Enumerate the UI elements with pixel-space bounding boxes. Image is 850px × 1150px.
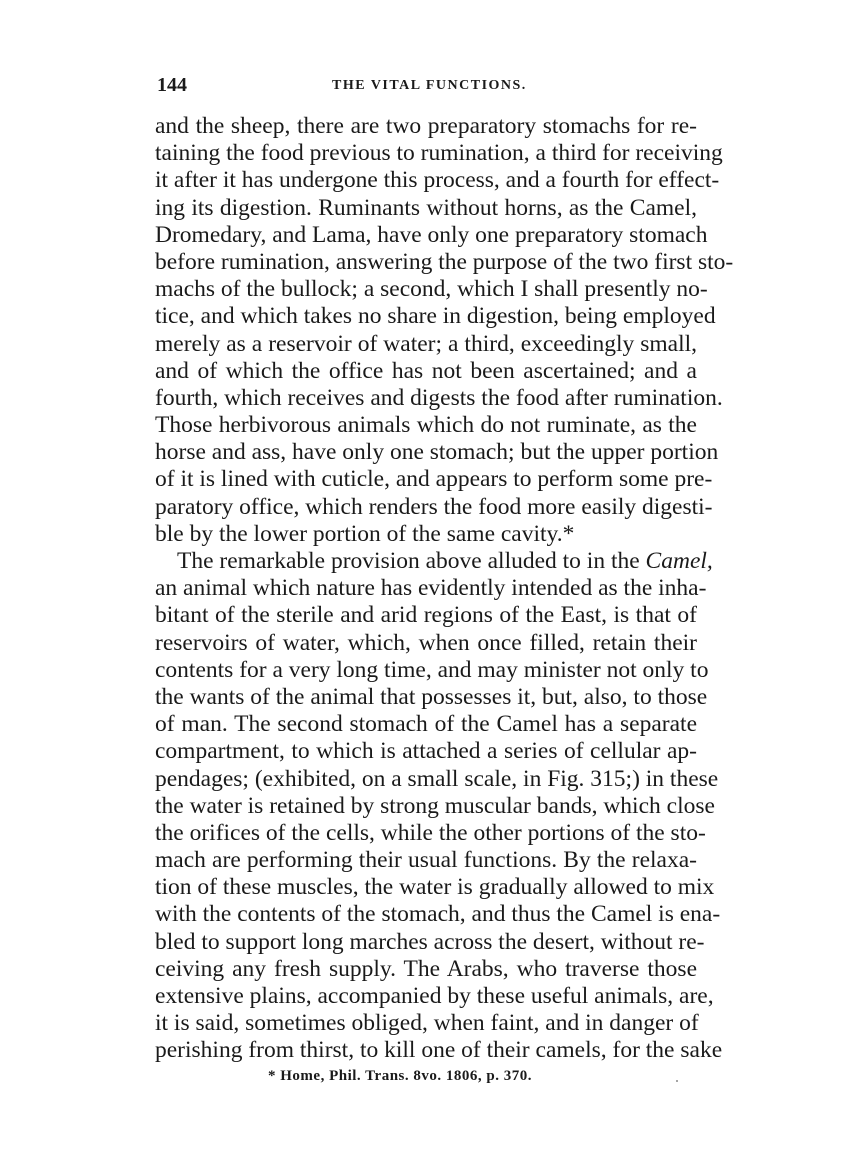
text-line: The remarkable provision above alluded to in the Camel, (177, 548, 713, 574)
text-line: bitant of the sterile and arid regions of the East, is that of (155, 602, 697, 629)
text-line: taining the food previous to rumination, a third for receiving (155, 140, 723, 167)
running-head: THE VITAL FUNCTIONS. (332, 78, 527, 93)
text-line: it is said, sometimes obliged, when faint, and in danger of (155, 1010, 699, 1037)
text-line: the orifices of the cells, while the other portions of the sto- (155, 819, 706, 846)
text-line: extensive plains, accompanied by these useful animals, are, (155, 983, 714, 1009)
text-line: pendages; (exhibited, on a small scale, in Fig. 315;) in these (155, 765, 719, 792)
text-line: an animal which nature has evidently intended as the inha- (155, 575, 707, 602)
text-line: and of which the office has not been ascertained; and a (155, 357, 697, 384)
emphasis: Camel, (645, 548, 713, 574)
text-line: the wants of the animal that possesses it, but, also, to those (155, 683, 708, 710)
text-line: Dromedary, and Lama, have only one preparatory stomach (155, 221, 708, 248)
text-line: tice, and which takes no share in digestion, being employed (155, 303, 716, 330)
text-line: ing its digestion. Ruminants without horns, as the Camel, (155, 194, 697, 221)
text-line: machs of the bullock; a second, which I shall presently no- (155, 276, 708, 303)
text-line: horse and ass, have only one stomach; but the upper portion (155, 439, 719, 466)
text-line: tion of these muscles, the water is gradually allowed to mix (155, 874, 715, 901)
text-line: Those herbivorous animals which do not ruminate, as the (155, 412, 697, 439)
text-line: of man. The second stomach of the Camel has a separate (155, 711, 697, 738)
text-line: the water is retained by strong muscular bands, which close (155, 792, 715, 819)
page-number: 144 (157, 74, 187, 96)
text-line: perishing from thirst, to kill one of their camels, for the sake (155, 1037, 723, 1064)
text-line: reservoirs of water, which, when once filled, retain their (155, 629, 697, 656)
footnote: * Home, Phil. Trans. 8vo. 1806, p. 370. (268, 1068, 532, 1084)
text-line: ceiving any fresh supply. The Arabs, who traverse those (155, 955, 697, 982)
text-line: fourth, which receives and digests the food after rumination. (155, 384, 723, 411)
print-speck (676, 1080, 678, 1082)
page-header (157, 74, 697, 100)
text-line: paratory office, which renders the food more easily digesti- (155, 493, 713, 520)
text-line: merely as a reservoir of water; a third, exceedingly small, (155, 330, 697, 357)
text-line: compartment, to which is attached a series of cellular ap- (155, 738, 697, 765)
body-text (155, 113, 734, 1065)
text-line: mach are performing their usual functions. By the relaxa- (155, 847, 697, 874)
text-line: contents for a very long time, and may minister not only to (155, 656, 709, 683)
text-line: of it is lined with cuticle, and appears to perform some pre- (155, 466, 713, 493)
text-line: and the sheep, there are two preparatory stomachs for re- (155, 113, 697, 139)
text-line: bled to support long marches across the desert, without re- (155, 928, 705, 955)
text-line: with the contents of the stomach, and thus the Camel is ena- (155, 901, 721, 928)
text-line: before rumination, answering the purpose of the two first sto- (155, 248, 734, 275)
text-line: it after it has undergone this process, and a fourth for effect- (155, 167, 720, 194)
text-line: ble by the lower portion of the same cavity.* (155, 520, 575, 547)
